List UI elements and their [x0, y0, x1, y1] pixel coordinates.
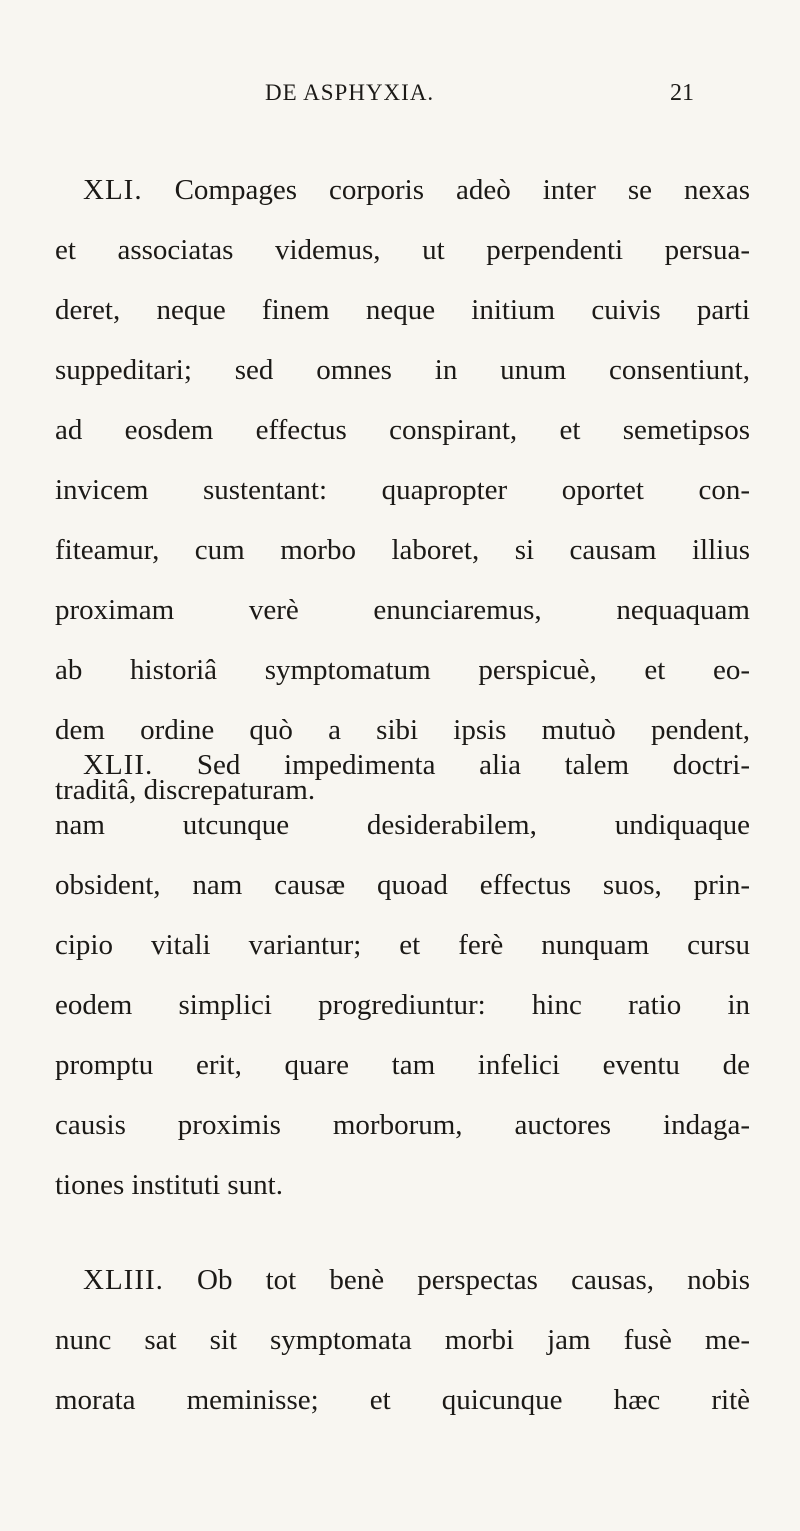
text-line: morata meminisse; et quicunque hæc ritè: [55, 1384, 750, 1416]
text-line: [55, 1250, 750, 1310]
text-line: cipio vitali variantur; et ferè nunquam cursu: [55, 929, 750, 961]
section-xliii: [55, 1250, 750, 1430]
text-line: nam utcunque desiderabilem, undiquaque: [55, 809, 750, 841]
running-title: DE ASPHYXIA.: [265, 80, 435, 105]
section-xli: [55, 160, 750, 820]
text-line: promptu erit, quare tam infelici eventu de: [55, 1049, 750, 1081]
section-xlii: [55, 735, 750, 1215]
text-line: et associatas videmus, ut perpendenti persua-: [55, 234, 750, 266]
text-line: [55, 160, 750, 220]
text-line: fiteamur, cum morbo laboret, si causam illius: [55, 534, 750, 566]
line-text: Ob tot benè perspectas causas, nobis: [197, 1264, 750, 1296]
text-line: deret, neque finem neque initium cuivis parti: [55, 294, 750, 326]
section-number: XLIII.: [83, 1264, 164, 1296]
text-line: obsident, nam causæ quoad effectus suos, prin-: [55, 869, 750, 901]
text-line: ad eosdem effectus conspirant, et semetipsos: [55, 414, 750, 446]
section-number: XLI.: [83, 174, 143, 206]
text-line: proximam verè enunciaremus, nequaquam: [55, 594, 750, 626]
section-number: XLII.: [83, 749, 154, 781]
text-line: ab historiâ symptomatum perspicuè, et eo-: [55, 654, 750, 686]
page-number: 21: [670, 80, 694, 106]
text-line: causis proximis morborum, auctores indaga-: [55, 1109, 750, 1141]
text-line: tiones instituti sunt.: [55, 1169, 283, 1201]
text-line: [55, 735, 750, 795]
text-line: suppeditari; sed omnes in unum consentiunt,: [55, 354, 750, 386]
text-line: eodem simplici progrediuntur: hinc ratio in: [55, 989, 750, 1021]
text-line: dem ordine quò a sibi ipsis mutuò pendent,: [55, 714, 750, 746]
text-line: traditâ, discrepaturam.: [55, 774, 316, 806]
running-head: [0, 80, 800, 120]
line-text: Compages corporis adeò inter se nexas: [174, 174, 751, 206]
text-line: nunc sat sit symptomata morbi jam fusè me-: [55, 1324, 750, 1356]
line-text: Sed impedimenta alia talem doctri-: [196, 749, 750, 781]
text-line: invicem sustentant: quapropter oportet con-: [55, 474, 750, 506]
